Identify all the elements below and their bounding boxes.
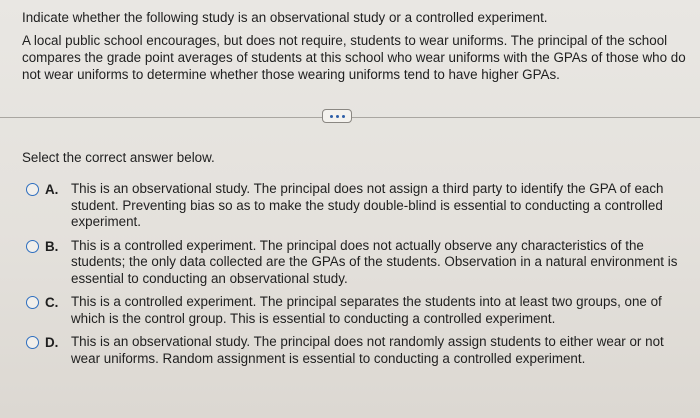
option-text[interactable]: This is an observational study. The principal does not randomly assign students to either wear or not wear uniforms. Random assignment is essential to conducting a controlled experiment. xyxy=(71,334,664,366)
question-block xyxy=(22,9,694,83)
radio-button-icon[interactable] xyxy=(26,296,39,309)
option-letter: C. xyxy=(45,295,59,310)
question-instruction: Indicate whether the following study is an observational study or a controlled experiment. xyxy=(22,10,548,25)
option-text[interactable]: This is a controlled experiment. The principal does not actually observe any characteristics of the students; the only data collected are the GPAs of the students. Observation in a natural environment is essential to conducting an observational study. xyxy=(71,237,678,286)
option-letter: A. xyxy=(45,182,59,197)
option-b[interactable] xyxy=(26,238,694,288)
ellipsis-dot xyxy=(342,115,345,118)
option-text[interactable]: This is an observational study. The principal does not assign a third party to identify the GPA of each student. Preventing bias so as to make the study double-blind is essential to conducting a controlled experiment. xyxy=(71,181,664,229)
divider xyxy=(0,107,700,127)
option-letter: B. xyxy=(45,238,59,254)
radio-button-icon[interactable] xyxy=(26,336,39,349)
option-letter: D. xyxy=(45,335,59,350)
radio-button-icon[interactable] xyxy=(26,183,39,196)
option-text[interactable]: This is a controlled experiment. The principal separates the students into at least two groups, one of which is the control group. This is essential to conducting a controlled experiment. xyxy=(71,294,662,326)
ellipsis-icon[interactable] xyxy=(322,109,352,123)
option-c[interactable] xyxy=(26,294,694,327)
option-a[interactable] xyxy=(26,181,694,231)
select-answer-label: Select the correct answer below. xyxy=(22,150,215,165)
ellipsis-dot xyxy=(336,115,339,118)
option-d[interactable] xyxy=(26,334,694,367)
question-scenario: A local public school encourages, but does not require, students to wear uniforms. The principal of the school compares the grade point averages of students at this school who wear uniforms with the GPAs of those who do not wear uniforms to determine whether those wearing uniforms tend to have higher GPAs. xyxy=(22,33,686,82)
ellipsis-dot xyxy=(330,115,333,118)
answer-options xyxy=(26,181,694,374)
radio-button-icon[interactable] xyxy=(26,240,39,253)
